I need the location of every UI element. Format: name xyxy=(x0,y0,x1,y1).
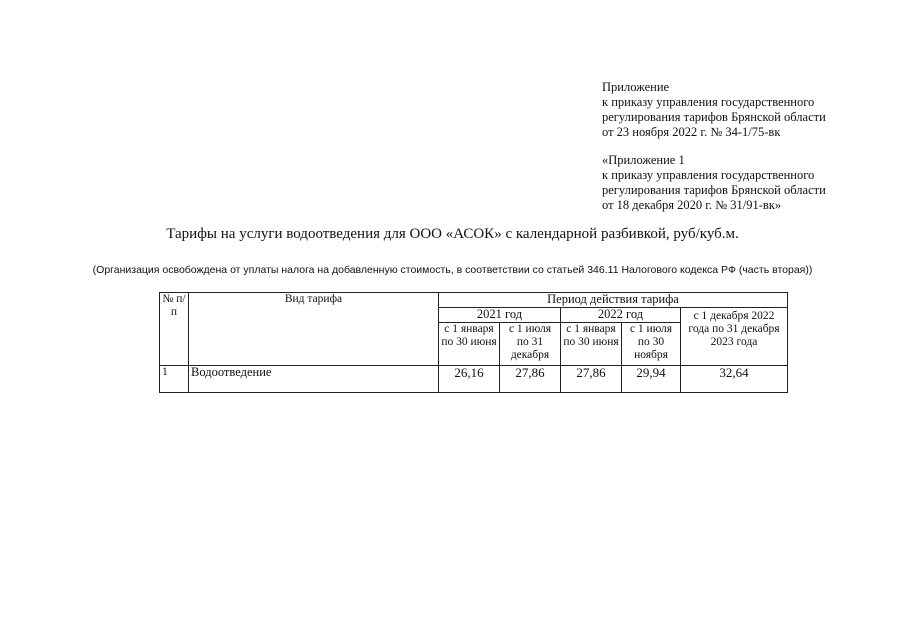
appendix-line: регулирования тарифов Брянской области xyxy=(602,183,826,197)
appendix-line: к приказу управления государственного xyxy=(602,168,815,182)
appendix-line: от 18 декабря 2020 г. № 31/91-вк» xyxy=(602,198,782,212)
row-num: 1 xyxy=(160,366,189,393)
row-value: 27,86 xyxy=(500,366,561,393)
header-subperiod: с 1 января по 30 июня xyxy=(439,323,500,366)
row-value: 32,64 xyxy=(681,366,788,393)
header-period: Период действия тарифа xyxy=(439,293,788,308)
appendix-line: от 23 ноября 2022 г. № 34-1/75-вк xyxy=(602,125,781,139)
row-value: 26,16 xyxy=(439,366,500,393)
appendix-line: «Приложение 1 xyxy=(602,153,685,167)
appendix-previous-header xyxy=(602,153,826,213)
appendix-header xyxy=(602,80,826,140)
appendix-line: регулирования тарифов Брянской области xyxy=(602,110,826,124)
header-year-2022: 2022 год xyxy=(561,308,681,323)
table-header-row xyxy=(160,293,788,308)
appendix-line: Приложение xyxy=(602,80,670,94)
row-tariff-type: Водоотведение xyxy=(189,366,439,393)
vat-note: (Организация освобождена от уплаты налога на добавленную стоимость, в соответствии со статьей 346.11 Налогового кодекса РФ (часть вторая)) xyxy=(92,264,813,276)
header-subperiod: с 1 июля по 30 ноября xyxy=(622,323,681,366)
row-value: 27,86 xyxy=(561,366,622,393)
header-subperiod: с 1 июля по 31 декабря xyxy=(500,323,561,366)
header-num: № п/п xyxy=(160,293,189,366)
header-period-2022-2023: с 1 декабря 2022 года по 31 декабря 2023 года xyxy=(681,308,788,366)
header-subperiod: с 1 января по 30 июня xyxy=(561,323,622,366)
appendix-line: к приказу управления государственного xyxy=(602,95,815,109)
document-title: Тарифы на услуги водоотведения для ООО «АСОК» с календарной разбивкой, руб/куб.м. xyxy=(166,226,739,242)
table-row xyxy=(160,366,788,393)
header-year-2021: 2021 год xyxy=(439,308,561,323)
row-value: 29,94 xyxy=(622,366,681,393)
header-tariff-type: Вид тарифа xyxy=(189,293,439,366)
tariff-table xyxy=(159,292,788,393)
